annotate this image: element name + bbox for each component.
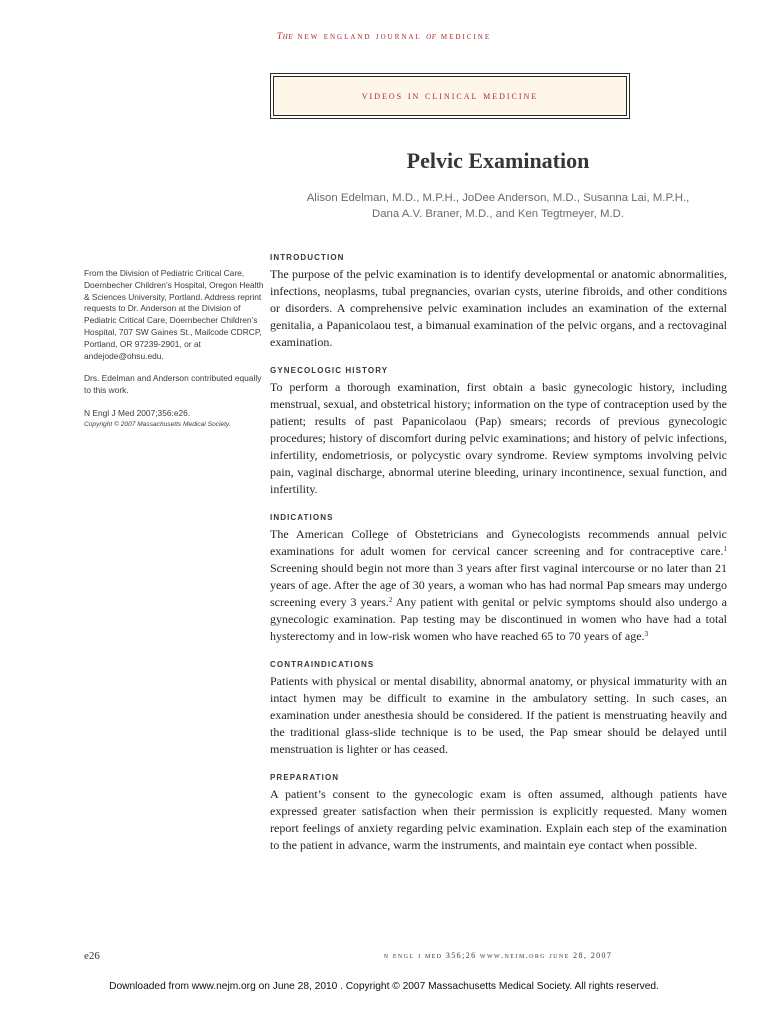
section-heading: PREPARATION xyxy=(270,773,340,782)
masthead-of: of xyxy=(426,32,437,42)
section-heading: INTRODUCTION xyxy=(270,253,345,262)
masthead-the: The xyxy=(276,32,294,42)
citation: N Engl J Med 2007;356:e26. xyxy=(84,407,191,418)
section-heading: GYNECOLOGIC HISTORY xyxy=(270,366,389,375)
contribution-note: Drs. Edelman and Anderson contributed equally to this work. xyxy=(84,373,262,396)
section-contraindications xyxy=(270,659,727,758)
affiliation-note: From the Division of Pediatric Critical Care, Doernbecher Children’s Hospital, Oregon Health & Sciences University, Portland. Address reprint requests to Dr. Anderson at the Division of Pediatric Critical Care, Doernbecher Children’s Hospital, 707 SW Gaines St., Mailcode CDRCP, Portland, OR 97239-2901, or at andejode@ohsu.edu. xyxy=(84,268,264,361)
article-body xyxy=(270,252,727,868)
page-number: e26 xyxy=(84,950,100,962)
reference-1: 1 xyxy=(723,545,727,553)
author-line-1: Alison Edelman, M.D., M.P.H., JoDee Anderson, M.D., Susanna Lai, M.P.H., xyxy=(306,192,690,204)
section-preparation xyxy=(270,772,727,854)
copyright-note: Copyright © 2007 Massachusetts Medical Society. xyxy=(84,420,231,428)
section-indications xyxy=(270,512,727,645)
section-heading: CONTRAINDICATIONS xyxy=(270,660,375,669)
section-gynecologic-history xyxy=(270,365,727,498)
section-banner-label: videos in clinical medicine xyxy=(273,76,627,116)
masthead-name-part1: new england journal xyxy=(297,32,422,42)
section-heading: INDICATIONS xyxy=(270,513,334,522)
section-text: A patient’s consent to the gynecologic exam is often assumed, although patients have expressed greater satisfaction when their permission is explicitly requested. Many women report feelings of anxiety regarding pelvic examination. Explain each step of the examination to the patient in advance, warm the instruments, and maintain eye contact when possible. xyxy=(270,787,727,852)
article-title: Pelvic Examination xyxy=(406,148,590,173)
reference-3: 3 xyxy=(644,630,649,638)
masthead-name-part2: medicine xyxy=(440,32,492,42)
author-line-2: Dana A.V. Braner, M.D., and Ken Tegtmeyer, M.D. xyxy=(372,208,624,220)
running-footer: n engl j med 356;26 www.nejm.org june 28, 2007 xyxy=(383,951,613,960)
section-introduction xyxy=(270,252,727,351)
section-text: To perform a thorough examination, first obtain a basic gynecologic history, including menstrual, sexual, and obstetrical history; information on the type of contraception used by the patient; results of past Papanicolaou (Pap) smears; records of previous gynecologic procedures; history of discomfort during pelvic examinations; and history of pelvic infections, infertility, endometriosis, or polycystic ovary syndrome. Review symptoms involving pelvic pain, vaginal discharge, abnormal uterine bleeding, urinary incontinence, sexual function, and infertility. xyxy=(270,380,727,496)
reference-2: 2 xyxy=(388,596,393,604)
text-fragment: The American College of Obstetricians and Gynecologists recommends annual pelvic examinations for adult women for cervical cancer screening and for contraceptive care. xyxy=(270,527,727,558)
section-text: Patients with physical or mental disability, abnormal anatomy, or physical immaturity with an intact hymen may be difficult to examine in the ambulatory setting. In such cases, an examination under anesthesia should be considered. If the patient is menstruating heavily and the traditional glass-slide technique is to be used, the Pap smear should be delayed until menstruation is lighter or has ceased. xyxy=(270,674,727,756)
download-notice: Downloaded from www.nejm.org on June 28, 2010 . Copyright © 2007 Massachusetts Medical Society. All rights reserved. xyxy=(109,981,659,992)
section-text: The purpose of the pelvic examination is to identify developmental or anatomic abnormalities, infections, neoplasms, tubal pregnancies, ovarian cysts, uterine fibroids, and other conditions or disorders. A comprehensive pelvic examination includes an examination of the external genitalia, a Papanicolaou test, a bimanual examination of the pelvic organs, and a rectovaginal examination. xyxy=(270,267,727,349)
section-text xyxy=(270,526,727,645)
section-banner xyxy=(270,73,630,119)
text-fragment: Screening should begin not more than 3 years after first vaginal intercourse or no later than 21 years of age. After the age of 30 years, a woman who has had normal Pap smears may undergo screening every 3 years. xyxy=(270,561,727,609)
sidebar-notes xyxy=(84,268,264,440)
author-list xyxy=(270,190,726,222)
text-fragment: Any patient with genital or pelvic symptoms should also undergo a gynecologic examination. Pap testing may be discontinued in women who have had a total hysterectomy and in low-risk women who have reached 65 to 70 years of age. xyxy=(270,595,727,643)
journal-masthead xyxy=(0,32,768,42)
